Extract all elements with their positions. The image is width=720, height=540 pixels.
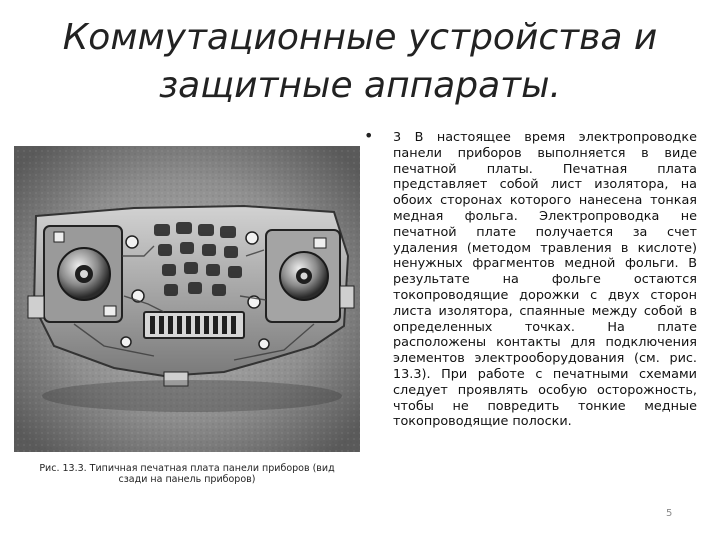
bullet-paragraph: 3 В настоящее время электропроводке панели приборов выполняется в виде печатной платы. Печатная плата представляет собой лист изолятора, на обоих сторонах которого нанесена тонкая медная фольга. Электропроводка не печатной плате получается за счет удаления (методом травления в кислоте) ненужных фрагментов медной фольги. В результате на фольге остаются токопроводящие дорожки с двух сторон листа изолятора, спаянные между собой в определенных точках. На плате расположены контакты для подключения элементов электрооборудования (см. рис. 13.3). При работе с печатными схемами следует проявлять особую осторожность, чтобы не повредить тонкие медные токопроводящие полоски. xyxy=(393,130,697,430)
bullet-marker: • xyxy=(364,126,374,145)
circuit-board-photo xyxy=(14,146,360,452)
figure-caption: Рис. 13.3. Типичная печатная плата панели приборов (вид сзади на панель приборов) xyxy=(39,463,335,485)
slide-title: Коммутационные устройства и защитные аппараты. xyxy=(62,17,658,106)
page-number: 5 xyxy=(666,508,673,519)
